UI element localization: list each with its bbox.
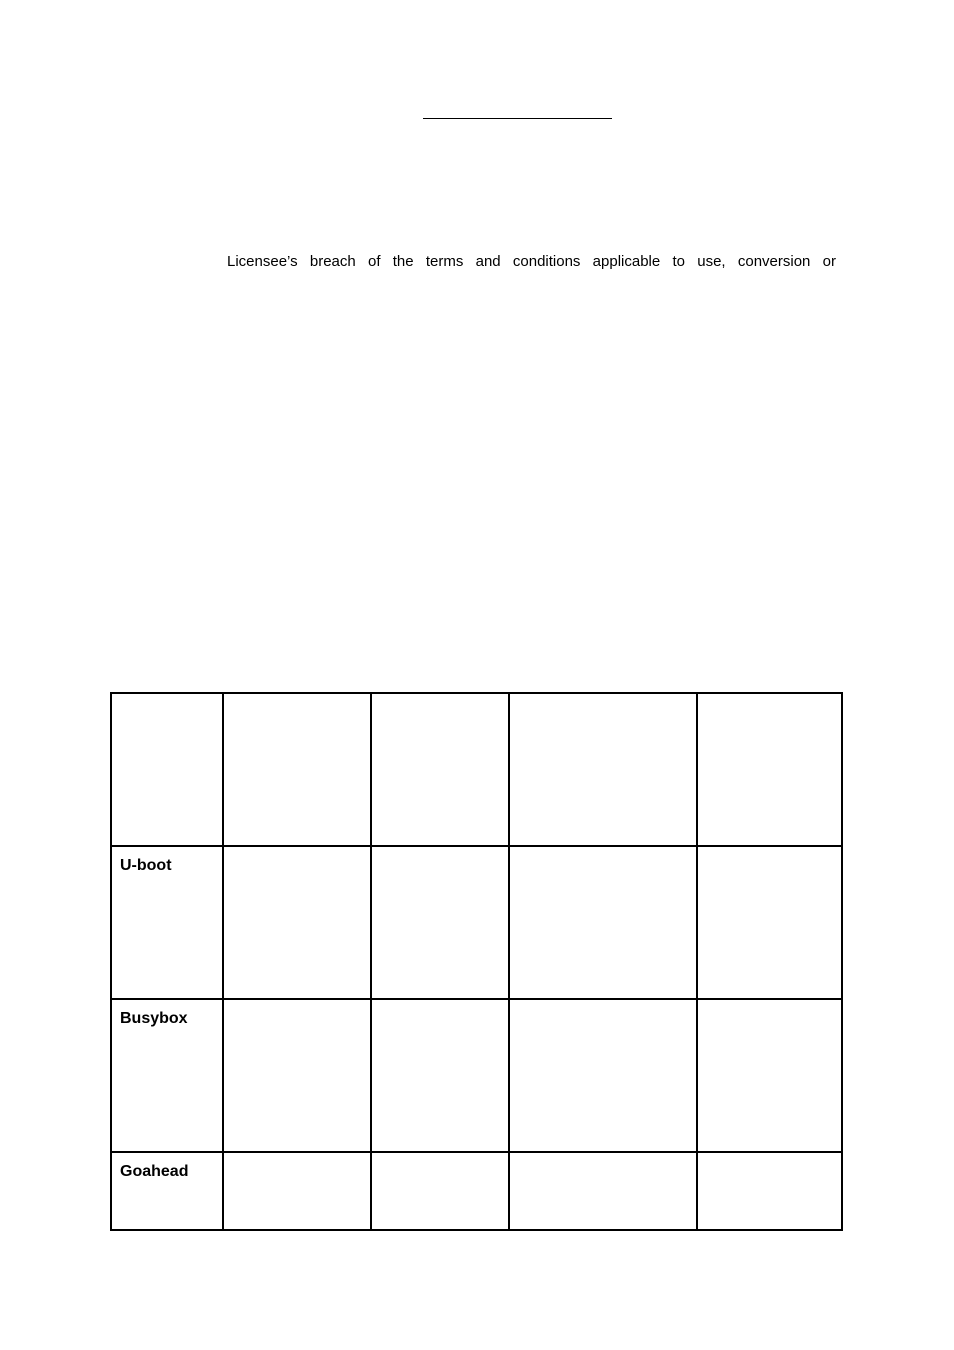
row-label-cell: Goahead <box>111 1152 223 1230</box>
table-row <box>111 999 842 1152</box>
table-cell <box>509 846 697 999</box>
table-cell <box>223 999 371 1152</box>
license-table <box>110 692 843 1231</box>
table-cell <box>509 693 697 846</box>
table-cell <box>223 1152 371 1230</box>
table-cell <box>509 999 697 1152</box>
table-cell <box>697 999 842 1152</box>
table-cell <box>371 846 509 999</box>
table-cell <box>697 1152 842 1230</box>
table-cell <box>111 693 223 846</box>
table-cell <box>223 846 371 999</box>
title-underline <box>423 118 612 119</box>
table-cell <box>697 846 842 999</box>
body-text-line: Licensee’s breach of the terms and conditions applicable to use, conversion or <box>227 253 836 270</box>
table-row <box>111 1152 842 1230</box>
table-row <box>111 846 842 999</box>
table-cell <box>371 999 509 1152</box>
table-header-row <box>111 693 842 846</box>
row-label-cell: U-boot <box>111 846 223 999</box>
table-cell <box>371 1152 509 1230</box>
row-label-cell: Busybox <box>111 999 223 1152</box>
table-cell <box>509 1152 697 1230</box>
table-cell <box>223 693 371 846</box>
table-cell <box>371 693 509 846</box>
table-cell <box>697 693 842 846</box>
